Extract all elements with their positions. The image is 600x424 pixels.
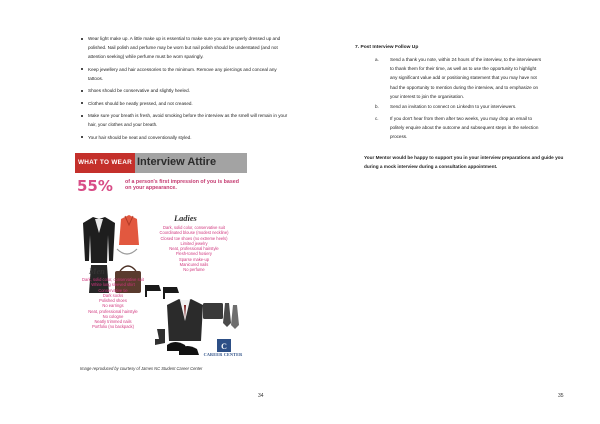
item-marker: b. [375, 104, 379, 109]
item-line: politely enquire about the outcome and subsequent steps in the selection [390, 125, 539, 131]
portfolio-image [203, 303, 223, 319]
socks-image [155, 329, 165, 345]
men-item: Neat, professional hairstyle [88, 308, 138, 314]
men-heading: Men [89, 267, 105, 276]
men-item: Polished shoes [99, 298, 127, 303]
item-line: your interest to join the organisation. [390, 93, 465, 99]
item-marker: a. [375, 57, 379, 62]
men-item: No cologne [102, 313, 124, 319]
follow-up-item-b [390, 102, 570, 111]
men-item: No earrings [102, 303, 124, 309]
ladies-item: Coordinated blouse (modest neckline) [159, 230, 229, 236]
follow-up-item-a [390, 55, 570, 101]
stat-number: 55% [77, 177, 113, 195]
item-marker: c. [375, 116, 379, 121]
women-suit-jacket-image [83, 217, 115, 263]
bullet-item: Your hair should be neat and conventionally styled. [88, 133, 288, 142]
svg-text:C: C [221, 342, 227, 351]
bullet-item: Wear light make up. A little make up is essential to make sure you are properly dressed up and polished. Nail polish and perfume may be worn but nail polish should be understated (and not attention seeking) while perfume must be worn sparingly. [88, 34, 288, 62]
item-line: Send an invitation to connect on LinkedIn to your interviewers. [390, 104, 517, 109]
item-line: process. [390, 134, 408, 140]
men-item: Conservative tie [98, 287, 128, 293]
men-item: Portfolio (no backpack) [92, 324, 134, 330]
follow-up-item-c [390, 114, 570, 142]
page-number: 34 [258, 393, 264, 399]
interview-attire-infographic [75, 153, 247, 361]
men-item: Dark socks [102, 292, 124, 298]
what-to-wear-label: WHAT TO WEAR [75, 153, 135, 173]
men-shoes-image [167, 342, 199, 355]
attire-bullet-list [88, 34, 288, 145]
ladies-item: Flesh-toned hosiery [176, 251, 212, 257]
ladies-item: Neat, professional hairstyle [169, 246, 219, 251]
page-number: 35 [558, 393, 564, 399]
ladies-item: Limited jewelry [180, 240, 208, 246]
men-item: Dark, solid color, conservative suit [82, 277, 144, 282]
item-line: had the opportunity to mention during the interview, and to emphasize on [390, 84, 539, 90]
blouse-image [119, 215, 139, 245]
infographic-title: Interview Attire [137, 156, 217, 168]
ladies-item: No perfume [183, 267, 205, 272]
image-caption: Image reproduced by courtesy of James NC Student Career Center [80, 366, 203, 371]
section-heading: 7. Post Interview Follow Up [355, 45, 419, 50]
men-item: Neatly trimmed nails [94, 319, 132, 324]
ladies-attire-list [145, 225, 243, 272]
item-line: Send a thank you note, within 24 hours of the interview, to the interviewers [390, 57, 542, 62]
right-page [300, 0, 600, 424]
ladies-item: Manicured nails [179, 261, 209, 267]
ladies-item: Sparse make-up [178, 256, 210, 262]
bullet-item: Keep jewellery and hair accessories to the minimum. Remove any piercings and conceal any tattoos. [88, 65, 288, 83]
stat-text: of a person's first impression of you is based on your appearance. [125, 179, 239, 192]
item-line: any significant value add or positioning statement that you may have not [390, 75, 537, 81]
men-suit-image [167, 299, 203, 341]
men-attire-list [75, 277, 151, 330]
ties-image [223, 303, 239, 329]
ladies-heading: Ladies [174, 214, 197, 223]
item-line: If you don't hear from them after two weeks, you may drop an email to [390, 116, 533, 121]
necklace-image [117, 249, 137, 254]
mentor-note: Your Mentor would be happy to support you in your interview preparations and guide you during a mock interview during a consultation appointment. [364, 155, 564, 170]
men-item: White long sleeved shirt [91, 282, 135, 288]
ladies-item: Dark, solid color, conservative suit [163, 225, 225, 230]
bullet-item: Make sure your breath is fresh, avoid smoking before the interview as the smell will remain in your hair, your clothes and your breath. [88, 111, 288, 129]
bullet-item: Shoes should be conservative and slightly heeled. [88, 86, 288, 95]
ladies-item: Closed toe shoes (no extreme heels) [160, 235, 228, 241]
bullet-item: Clothes should be neatly pressed, and not creased. [88, 99, 288, 108]
career-center-label: CAREER CENTER [203, 352, 243, 357]
item-line: to thank them for their time, as well as to use the opportunity to highlight [390, 66, 537, 72]
